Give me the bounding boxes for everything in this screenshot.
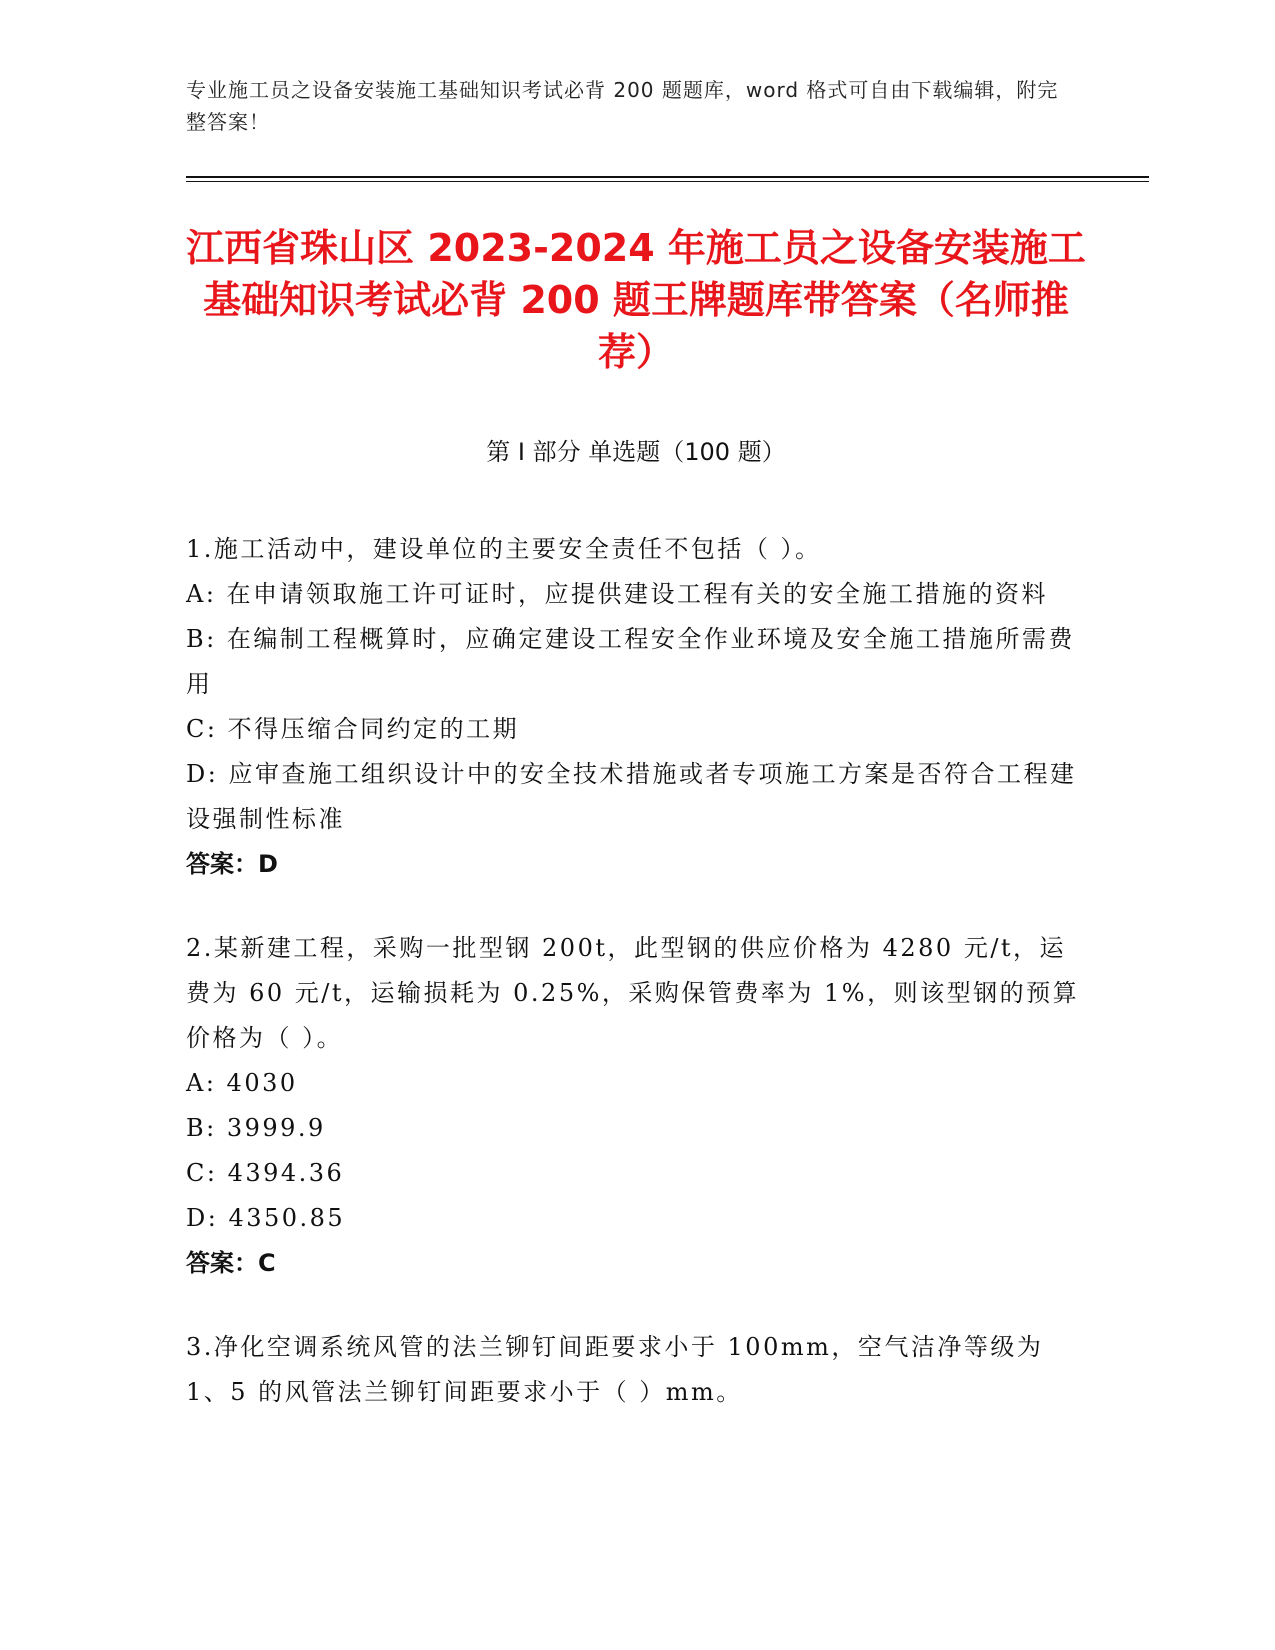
- document-title: 江西省珠山区 2023-2024 年施工员之设备安装施工基础知识考试必背 200 题王牌题库带答案（名师推荐）: [186, 226, 1086, 374]
- section-heading: 第 I 部分 单选题（100 题）: [486, 438, 786, 466]
- option-a: A: 在申请领取施工许可证时，应提供建设工程有关的安全施工措施的资料: [186, 580, 1049, 608]
- answer: 答案：C: [186, 1249, 276, 1277]
- question-1: [186, 527, 1081, 887]
- header-rule-thick: [186, 176, 1149, 178]
- question-2: [186, 926, 1081, 1286]
- option-c: C: 不得压缩合同约定的工期: [186, 715, 520, 743]
- answer: 答案：D: [186, 850, 278, 878]
- option-c: C: 4394.36: [186, 1159, 345, 1187]
- option-d: D: 应审查施工组织设计中的安全技术措施或者专项施工方案是否符合工程建设强制性标准: [186, 760, 1077, 833]
- question-3: [186, 1325, 1081, 1415]
- header-rule-thin: [186, 181, 1149, 182]
- option-d: D: 4350.85: [186, 1204, 346, 1232]
- option-b: B: 3999.9: [186, 1114, 326, 1142]
- header-note: 专业施工员之设备安装施工基础知识考试必背 200 题题库，word 格式可自由下载编辑，附完整答案！: [186, 78, 1059, 134]
- option-b: B: 在编制工程概算时，应确定建设工程安全作业环境及安全施工措施所需费用: [186, 625, 1075, 698]
- question-stem: 2.某新建工程，采购一批型钢 200t，此型钢的供应价格为 4280 元/t，运费为 60 元/t，运输损耗为 0.25%，采购保管费率为 1%，则该型钢的预算价格为（ ）。: [186, 934, 1080, 1052]
- option-a: A: 4030: [186, 1069, 298, 1097]
- question-stem: 3.净化空调系统风管的法兰铆钉间距要求小于 100mm，空气洁净等级为 1、5 的风管法兰铆钉间距要求小于（ ）mm。: [186, 1333, 1044, 1406]
- question-stem: 1.施工活动中，建设单位的主要安全责任不包括（ ）。: [186, 535, 822, 563]
- question-list: [186, 527, 1081, 1454]
